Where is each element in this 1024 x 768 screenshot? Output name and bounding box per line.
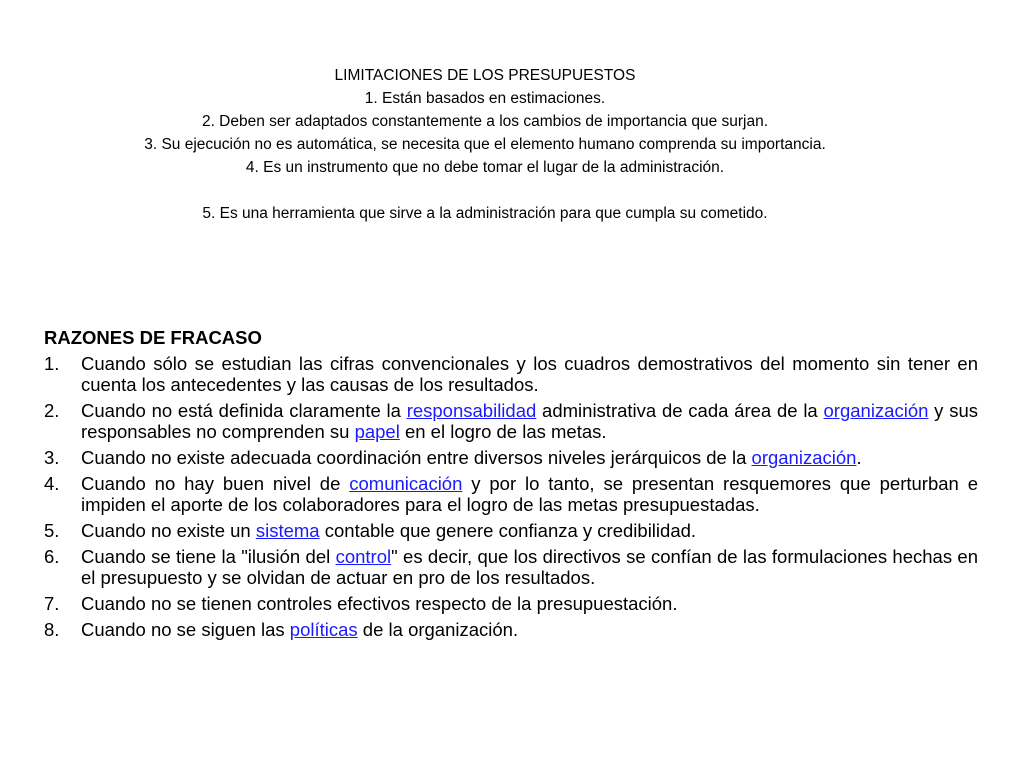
reason-text [81, 546, 978, 588]
reason-number: 8. [44, 619, 60, 640]
limitations-title: LIMITACIONES DE LOS PRESUPUESTOS [334, 67, 636, 84]
reasons-title: RAZONES DE FRACASO [44, 327, 262, 348]
reason-text [81, 353, 978, 395]
reason-text-segment: administrativa de cada área de la [536, 400, 824, 421]
reason-number: 4. [44, 473, 60, 494]
reason-text-segment: y sus responsables no comprenden su [81, 400, 978, 442]
reason-item [44, 400, 978, 442]
reason-text-segment: Cuando no existe adecuada coordinación entre diversos niveles jerárquicos de la [81, 447, 752, 468]
reason-item [44, 520, 978, 541]
link-sistema[interactable]: sistema [255, 520, 320, 541]
link-organizacion[interactable]: organización [751, 447, 857, 468]
reason-item [44, 473, 978, 515]
reason-number: 2. [44, 400, 60, 421]
reason-text-segment: Cuando no se tienen controles efectivos respecto de la presupuestación. [81, 593, 678, 614]
reason-item [44, 447, 978, 468]
link-control[interactable]: control [335, 546, 392, 567]
reason-text-segment: contable que genere confianza y credibilidad. [319, 520, 697, 541]
reason-text-segment: en el logro de las metas. [399, 421, 607, 442]
reason-number: 6. [44, 546, 60, 567]
limitation-item: 2. Deben ser adaptados constantemente a los cambios de importancia que surjan. [201, 113, 769, 130]
reason-item [44, 353, 978, 395]
link-comunicacion[interactable]: comunicación [349, 473, 463, 494]
reason-text-segment: " es decir, que los directivos se confían de las formulaciones hechas en el presupuesto y se olvidan de actuar en pro de los resultados. [81, 546, 978, 588]
limitation-item: 4. Es un instrumento que no debe tomar el lugar de la administración. [245, 159, 725, 176]
reason-number: 5. [44, 520, 60, 541]
link-politicas[interactable]: políticas [289, 619, 358, 640]
reasons-section [44, 327, 978, 645]
reason-text-segment: y por lo tanto, se presentan resquemores que perturban e impiden el aporte de los colaboradores para el logro de las metas presupuestadas. [81, 473, 978, 515]
link-organizacion[interactable]: organización [823, 400, 929, 421]
reason-text-segment: Cuando no está definida claramente la [81, 400, 407, 421]
reasons-list [44, 353, 978, 640]
limitation-item: 3. Su ejecución no es automática, se necesita que el elemento humano comprenda su importancia. [144, 136, 826, 153]
reason-text [81, 520, 978, 541]
limitations-section [70, 64, 900, 225]
limitation-item: 1. Están basados en estimaciones. [364, 90, 606, 107]
reason-item [44, 593, 978, 614]
limitations-spacer [70, 179, 900, 202]
reason-text-segment: Cuando no existe un [81, 520, 256, 541]
reason-number: 3. [44, 447, 60, 468]
reason-item [44, 546, 978, 588]
reason-text [81, 447, 978, 468]
reason-text [81, 593, 978, 614]
reason-text-segment: Cuando no hay buen nivel de [81, 473, 350, 494]
reason-text-segment: . [856, 447, 862, 468]
reason-item [44, 619, 978, 640]
link-responsabilidad[interactable]: responsabilidad [406, 400, 537, 421]
reason-number: 1. [44, 353, 60, 374]
link-papel[interactable]: papel [354, 421, 400, 442]
reason-text-segment: Cuando sólo se estudian las cifras convencionales y los cuadros demostrativos del momento sin tener en cuenta los antecedentes y las causas de los resultados. [81, 353, 978, 395]
reason-text-segment: Cuando se tiene la "ilusión del [81, 546, 336, 567]
reason-text-segment: de la organización. [357, 619, 519, 640]
reason-text [81, 400, 978, 442]
reason-text [81, 473, 978, 515]
reason-text-segment: Cuando no se siguen las [81, 619, 290, 640]
reason-number: 7. [44, 593, 60, 614]
reason-text [81, 619, 978, 640]
limitation-item: 5. Es una herramienta que sirve a la administración para que cumpla su cometido. [202, 205, 768, 222]
